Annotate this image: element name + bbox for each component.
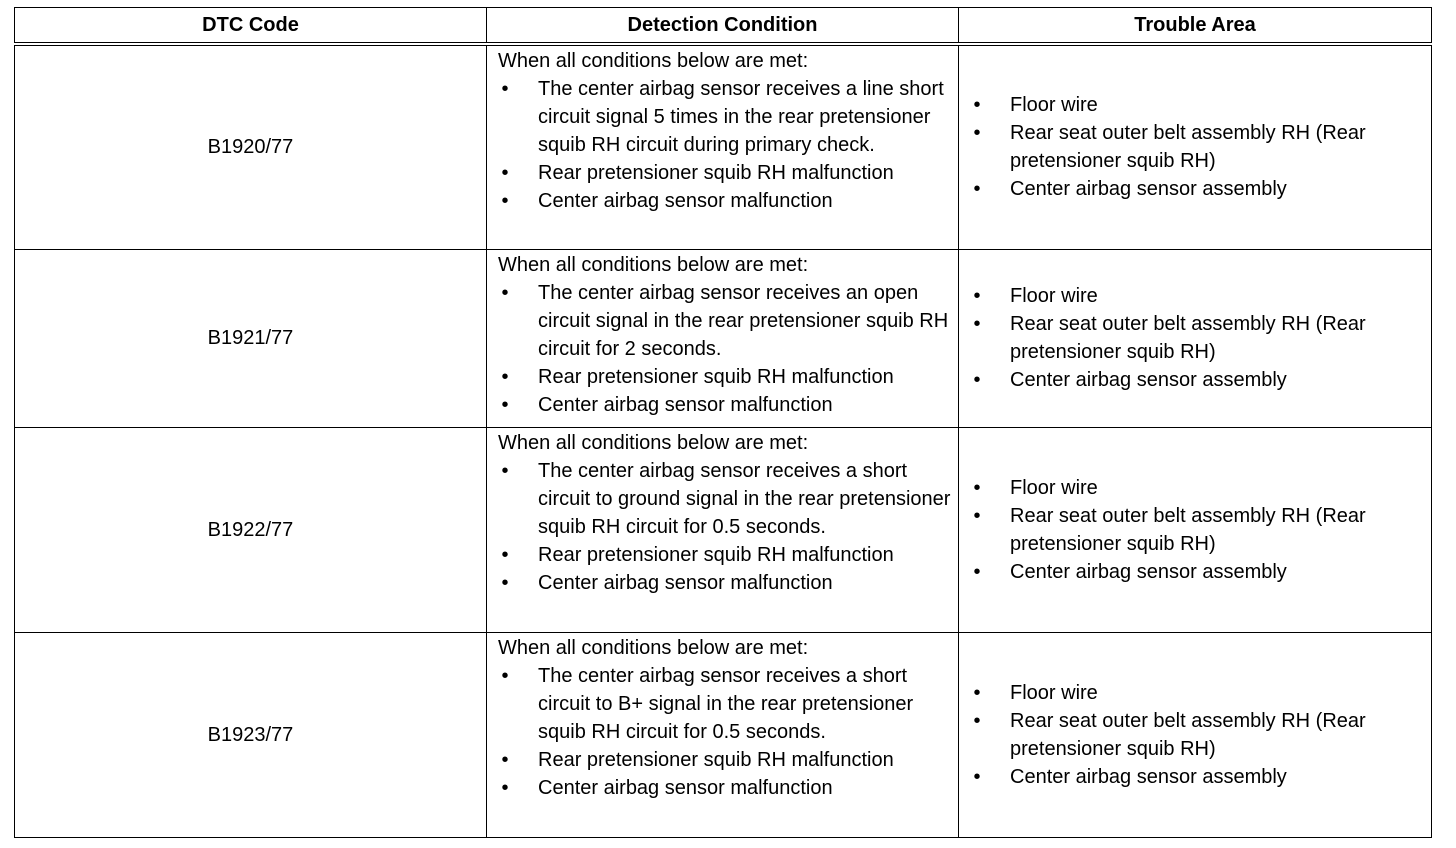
condition-list	[498, 662, 954, 802]
detection-condition-cell	[487, 249, 959, 427]
bullet-icon: •	[973, 122, 981, 145]
bullet-icon: •	[501, 459, 509, 482]
condition-text: Center airbag sensor malfunction	[538, 776, 833, 799]
condition-list	[498, 457, 954, 597]
condition-text: The center airbag sensor receives an open circuit signal in the rear pretensioner squib RH circuit for 2 seconds.	[538, 281, 949, 360]
trouble-area-text: Rear seat outer belt assembly RH (Rear pretensioner squib RH)	[1010, 709, 1366, 760]
bullet-icon: •	[973, 681, 981, 704]
condition-intro: When all conditions below are met:	[498, 636, 809, 659]
trouble-area-cell	[959, 249, 1432, 427]
trouble-area-text: Floor wire	[1010, 94, 1098, 117]
condition-item	[498, 159, 954, 187]
header-detection-condition: Detection Condition	[487, 8, 959, 45]
table-row	[15, 249, 1432, 427]
trouble-area-item	[968, 502, 1427, 558]
condition-item	[498, 569, 954, 597]
condition-text: Center airbag sensor malfunction	[538, 393, 833, 416]
trouble-area-cell	[959, 427, 1432, 632]
bullet-icon: •	[501, 162, 509, 184]
bullet-icon: •	[973, 285, 981, 307]
trouble-area-text: Floor wire	[1010, 476, 1098, 499]
table-row	[15, 44, 1432, 249]
detection-condition-cell	[487, 427, 959, 632]
condition-text: The center airbag sensor receives a line short circuit signal 5 times in the rear pretensioner squib RH circuit during primary check.	[538, 78, 944, 156]
header-trouble-area: Trouble Area	[959, 8, 1432, 45]
condition-text: Center airbag sensor malfunction	[538, 571, 833, 594]
condition-item	[498, 457, 954, 541]
dtc-table	[14, 7, 1432, 838]
bullet-icon: •	[973, 765, 981, 788]
bullet-icon: •	[973, 94, 981, 117]
trouble-area-list	[968, 282, 1427, 394]
bullet-icon: •	[501, 393, 509, 416]
dtc-code-cell: B1920/77	[15, 44, 487, 249]
bullet-icon: •	[501, 664, 509, 687]
trouble-area-item	[968, 282, 1427, 310]
trouble-area-item	[968, 91, 1427, 119]
bullet-icon: •	[501, 543, 509, 566]
condition-intro: When all conditions below are met:	[498, 431, 809, 454]
condition-text: Rear pretensioner squib RH malfunction	[538, 365, 894, 388]
bullet-icon: •	[501, 190, 509, 212]
trouble-area-text: Floor wire	[1010, 285, 1098, 307]
bullet-icon: •	[973, 476, 981, 499]
bullet-icon: •	[973, 369, 981, 391]
trouble-area-text: Rear seat outer belt assembly RH (Rear pretensioner squib RH)	[1010, 504, 1366, 555]
bullet-icon: •	[973, 313, 981, 335]
condition-text: Rear pretensioner squib RH malfunction	[538, 543, 894, 566]
table-row	[15, 427, 1432, 632]
condition-list	[498, 75, 954, 215]
condition-item	[498, 363, 954, 391]
condition-item	[498, 187, 954, 215]
trouble-area-item	[968, 119, 1427, 175]
condition-intro: When all conditions below are met:	[498, 50, 809, 72]
condition-text: Center airbag sensor malfunction	[538, 190, 833, 212]
trouble-area-text: Center airbag sensor assembly	[1010, 178, 1287, 201]
condition-text: Rear pretensioner squib RH malfunction	[538, 748, 894, 771]
condition-text: The center airbag sensor receives a short circuit to B+ signal in the rear pretensioner squib RH circuit for 0.5 seconds.	[538, 664, 914, 743]
trouble-area-text: Rear seat outer belt assembly RH (Rear pretensioner squib RH)	[1010, 313, 1366, 363]
detection-condition-cell	[487, 632, 959, 837]
trouble-area-item	[968, 474, 1427, 502]
dtc-code-cell: B1921/77	[15, 249, 487, 427]
bullet-icon: •	[973, 709, 981, 732]
bullet-icon: •	[501, 571, 509, 594]
condition-text: The center airbag sensor receives a short circuit to ground signal in the rear pretensioner squib RH circuit for 0.5 seconds.	[538, 459, 951, 538]
bullet-icon: •	[501, 365, 509, 388]
dtc-code-cell: B1923/77	[15, 632, 487, 837]
condition-item	[498, 391, 954, 419]
trouble-area-list	[968, 91, 1427, 203]
trouble-area-item	[968, 366, 1427, 394]
trouble-area-item	[968, 558, 1427, 586]
trouble-area-item	[968, 679, 1427, 707]
condition-item	[498, 774, 954, 802]
trouble-area-list	[968, 679, 1427, 791]
table-row	[15, 632, 1432, 837]
trouble-area-item	[968, 175, 1427, 203]
trouble-area-text: Center airbag sensor assembly	[1010, 560, 1287, 583]
dtc-code-cell: B1922/77	[15, 427, 487, 632]
trouble-area-text: Rear seat outer belt assembly RH (Rear pretensioner squib RH)	[1010, 122, 1366, 173]
condition-item	[498, 541, 954, 569]
trouble-area-text: Center airbag sensor assembly	[1010, 369, 1287, 391]
condition-item	[498, 662, 954, 746]
trouble-area-item	[968, 707, 1427, 763]
condition-list	[498, 279, 954, 419]
condition-intro: When all conditions below are met:	[498, 253, 809, 276]
header-dtc-code: DTC Code	[15, 8, 487, 45]
bullet-icon: •	[973, 504, 981, 527]
condition-item	[498, 746, 954, 774]
condition-text: Rear pretensioner squib RH malfunction	[538, 162, 894, 184]
trouble-area-cell	[959, 44, 1432, 249]
bullet-icon: •	[501, 281, 509, 304]
table-header-row	[15, 8, 1432, 45]
trouble-area-text: Floor wire	[1010, 681, 1098, 704]
trouble-area-item	[968, 310, 1427, 366]
bullet-icon: •	[973, 560, 981, 583]
bullet-icon: •	[501, 776, 509, 799]
bullet-icon: •	[973, 178, 981, 201]
detection-condition-cell	[487, 44, 959, 249]
trouble-area-list	[968, 474, 1427, 586]
condition-item	[498, 279, 954, 363]
trouble-area-cell	[959, 632, 1432, 837]
bullet-icon: •	[501, 748, 509, 771]
bullet-icon: •	[501, 78, 509, 100]
condition-item	[498, 75, 954, 159]
trouble-area-text: Center airbag sensor assembly	[1010, 765, 1287, 788]
trouble-area-item	[968, 763, 1427, 791]
